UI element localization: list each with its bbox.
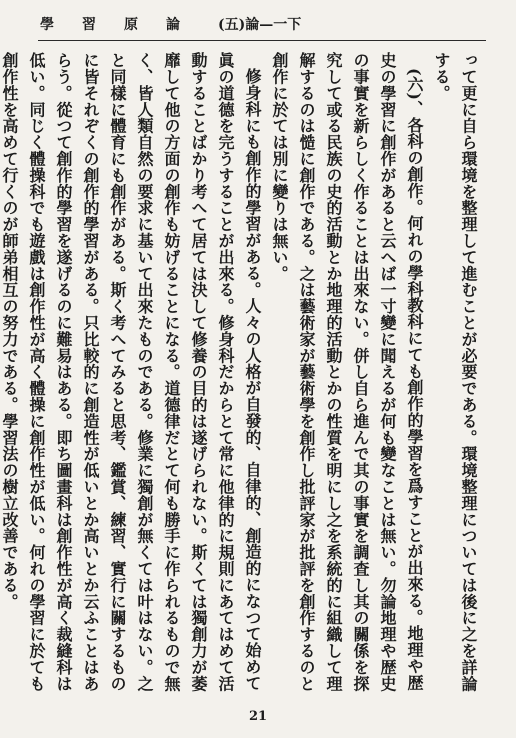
paragraph-3: 修身科にも創作的學習がある。人々の人格が自發的、自律的、創造的になつて始めて眞の道德を完うすることが出來る。修身科だからとて常に他律的に規則にあてはめて活動することばかり考へて居ては決して修養の目的は遂げられない。斯くては獨創力が萎靡して他の方面の創作も妨げることになる。道德律だとて何も勝手に作られるもので無く、皆人類自然の要求に基いて出來たものである。修業に獨創が無くては叶はない。之と同樣に體育にも創作がある。斯く考へてみると思考、鑑賞、練習、實行に關するものに皆それぞくの創作的學習がある。只比較的に創造性が低いとか高いとか云ふことはあらう。從つて創作的學習を遂げるのに難易はある。即ち圖畫科は創作性が高く裁縫科は低い。同じく體操科でも遊戲は創作性が高く體操に創作性が低い。何れの學習に於ても創作性を高めて行くのが師弟相互の努力である。學習法の樹立改善である。: [0, 52, 262, 692]
page-number: 21: [248, 709, 268, 724]
book-title: 學習原論: [40, 17, 208, 33]
paragraph-2: (六)、各科の創作。何れの學科教科にても創作的學習を爲すことが出來る。地理や歴史の學習に創作があると云へば一寸變に聞えるが何も變なことは無い。勿論地理や歴史の事實を新らしく作ることは出來ない。併し自ら進んで其の事實を調査し其の關係を探究して或る民族の史的活動とか地理的活動とかの性質を明にし之を系統的に組織して理解するのは慥に創作である。之は藝術家が藝術學を創作し批評家が批評を創作するのと創作に於ては別に變りは無い。: [270, 52, 424, 692]
running-header: [40, 10, 486, 36]
chapter-label: (五)論—一下: [218, 17, 302, 33]
paragraph-1: って更に自ら環境を整理して進むことが必要である。環境整理については後に之を詳論する。: [432, 52, 478, 692]
vertical-text-body: [0, 52, 482, 692]
header-rule: [38, 40, 486, 41]
